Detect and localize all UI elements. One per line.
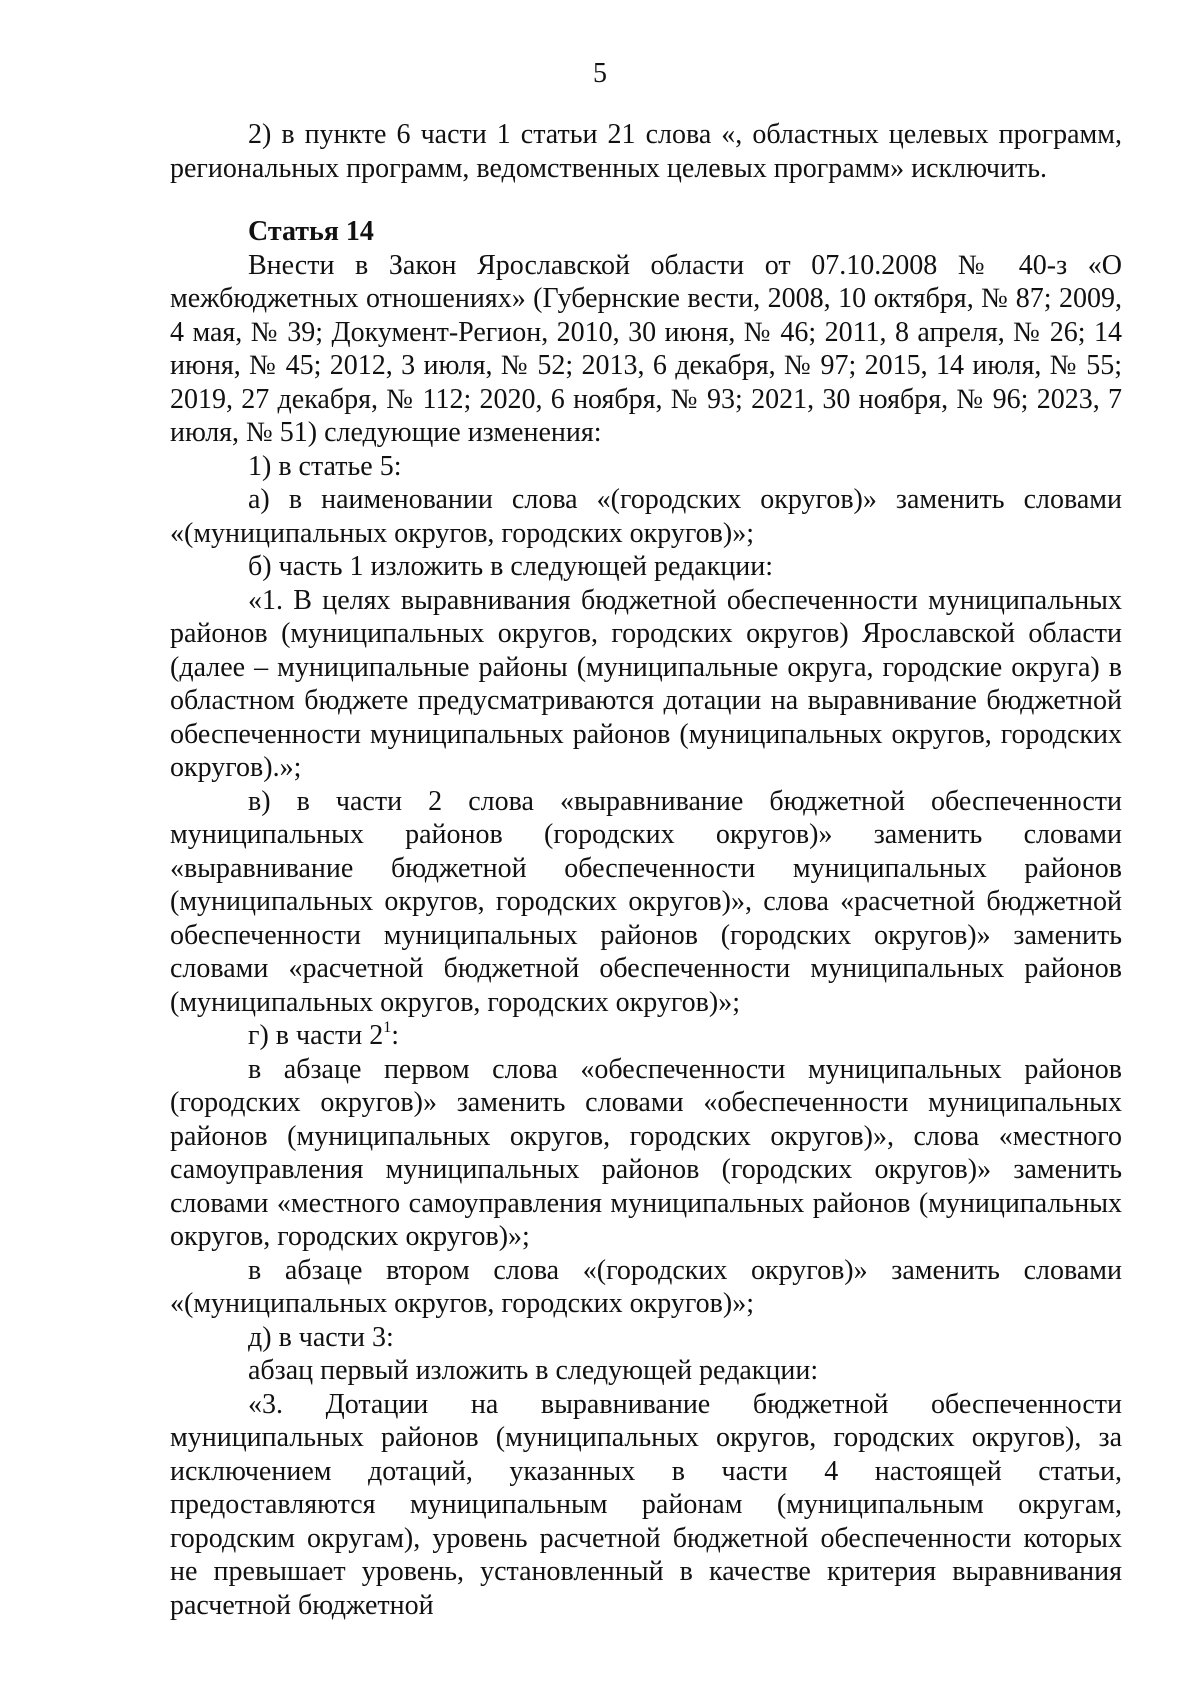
paragraph-item-g	[170, 1019, 1122, 1053]
paragraph-abzac-first: в абзаце первом слова «обеспеченности муниципальных районов (городских округов)» заменить словами «обеспеченности муниципальных районов (муниципальных округов, городских округов)», слова «местного самоуправления муниципальных районов (городских округов)» заменить словами «местного самоуправления муниципальных районов (муниципальных округов, городских округов)»;	[170, 1053, 1122, 1252]
paragraph-item-v: в) в части 2 слова «выравнивание бюджетной обеспеченности муниципальных районов (городских округов)» заменить словами «выравнивание бюджетной обеспеченности муниципальных районов (муниципальных округов, городских округов)», слова «расчетной бюджетной обеспеченности муниципальных районов (городских округов)» заменить словами «расчетной бюджетной обеспеченности муниципальных районов (муниципальных округов, городских округов)»;	[170, 785, 1122, 1018]
paragraph-amendment-intro: Внести в Закон Ярославской области от 07.10.2008 № 40-з «О межбюджетных отношениях» (Губернские вести, 2008, 10 октября, № 87; 2009, 4 мая, № 39; Документ-Регион, 2010, 30 июня, № 46; 2011, 8 апреля, № 26; 14 июня, № 45; 2012, 3 июля, № 52; 2013, 6 декабря, № 97; 2015, 14 июля, № 55; 2019, 27 декабря, № 112; 2020, 6 ноября, № 93; 2021, 30 ноября, № 96; 2023, 7 июля, № 51) следующие изменения:	[170, 249, 1122, 448]
item-g-suffix: :	[391, 1020, 399, 1051]
paragraph-abzac-first-new: абзац первый изложить в следующей редакции:	[248, 1355, 819, 1386]
item-g-prefix: г) в части 2	[248, 1020, 384, 1051]
paragraph-item-d: д) в части 3:	[248, 1321, 394, 1353]
document-body	[170, 118, 1122, 1622]
article-heading: Статья 14	[248, 216, 374, 247]
paragraph-item-a: а) в наименовании слова «(городских округов)» заменить словами «(муниципальных округов, городских округов)»;	[170, 484, 1122, 549]
paragraph-item-b: б) часть 1 изложить в следующей редакции:	[248, 551, 774, 582]
paragraph-item-1-article-5: 1) в статье 5:	[248, 450, 402, 482]
item-g-superscript: 1	[383, 1019, 392, 1036]
page-number: 5	[593, 58, 607, 89]
paragraph-abzac-second: в абзаце втором слова «(городских округов)» заменить словами «(муниципальных округов, городских округов)»;	[170, 1254, 1122, 1319]
paragraph-part-3-new-text: «3. Дотации на выравнивание бюджетной обеспеченности муниципальных районов (муниципальных округов, городских округов), за исключением дотаций, указанных в части 4 настоящей статьи, предоставляются муниципальным районам (муниципальным округам, городским округам), уровень расчетной бюджетной обеспеченности которых не превышает уровень, установленный в качестве критерия выравнивания расчетной бюджетной	[170, 1388, 1122, 1621]
paragraph-item-2-article-21: 2) в пункте 6 части 1 статьи 21 слова «, областных целевых программ, региональных программ, ведомственных целевых программ» исключить.	[170, 119, 1122, 184]
paragraph-part-1-new-text: «1. В целях выравнивания бюджетной обеспеченности муниципальных районов (муниципальных округов, городских округов) Ярославской области (далее – муниципальные районы (муниципальные округа, городские округа) в областном бюджете предусматриваются дотации на выравнивание бюджетной обеспеченности муниципальных районов (муниципальных округов, городских округов).»;	[170, 584, 1122, 783]
